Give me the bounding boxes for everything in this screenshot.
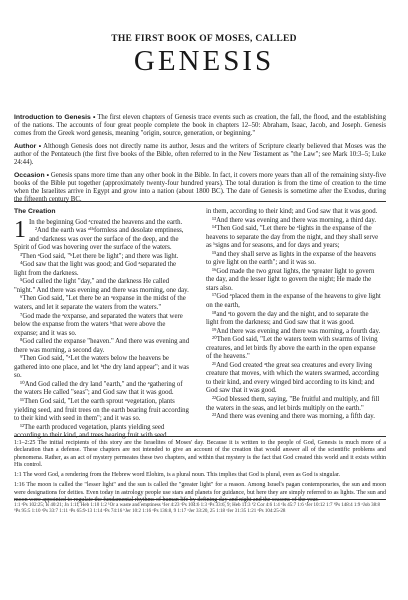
- author-label: Author •: [14, 142, 42, 150]
- verse-1: 1 In the beginning God ᵃcreated the heavens and the earth.: [14, 216, 183, 243]
- verse-17: ¹⁷God ᵃplaced them in the expanse of the heavens to give light on the earth,: [206, 293, 381, 310]
- verse-7: ⁷God made the ᵃexpanse, and separated the waters that were below the expanse from the waters ᵇthat were above the expanse; and it was so.: [14, 312, 183, 337]
- book-header: [0, 34, 408, 78]
- occasion-text: Genesis spans more time than any other book in the Bible. In fact, it covers more years than all of the remaining sixty-five books of the Bible put together (approximately twenty-four hundred years). The total duration is from the time of creation to the time when the Israelites arrive in Egypt and grow into a nation (about 1800 BC). The date of Genesis is sometime after the Exodus, during the fifteenth century BC.: [14, 171, 387, 204]
- study-notes: [14, 440, 386, 507]
- verse-23: ²³And there was evening and there was morning, a fifth day.: [212, 413, 375, 421]
- book-introduction: [14, 114, 386, 209]
- section-heading: The Creation: [14, 208, 56, 215]
- left-text-column: [14, 208, 190, 441]
- verse-22: ²²God blessed them, saying, "Be fruitful and multiply, and fill the waters in the seas, and let birds multiply on the earth.": [206, 396, 380, 412]
- verse-4: ⁴God saw that the light was good; and God ᵃseparated the light from the darkness.: [14, 261, 176, 277]
- verse-9: ⁹Then God said, "ᵃLet the waters below the heavens be gathered into one place, and let ᵇthe dry land appear"; and it was so.: [14, 355, 189, 380]
- intro-label: Introduction to Genesis •: [14, 114, 96, 121]
- study-note: 1:1 The word God, a rendering from the Hebrew word Elohim, is a plural noun. This implies that God is plural, even as God is singular.: [14, 472, 341, 479]
- study-note: 1:16 The moon is called the "lesser light" and the sun is called the "greater light" for a reason. Among Israel's pagan contemporaries, the sun and moon were designations for deities. Even today in astrology people use stars and planets for guidance, but here they are simply referred to as lights. The sun and moon were appointed to regulate the fundamental rhythms of human life by defining day and night and the seasons of the year.: [14, 482, 386, 504]
- verse-16: ¹⁶God made the two great lights, the ᵃgreater light to govern the day, and the lesser light to govern the night; He made the stars also.: [206, 267, 375, 292]
- occasion-label: Occasion •: [14, 171, 49, 179]
- notes-divider: [14, 436, 386, 437]
- verse-12: ¹²The earth produced vegetation, plants yielding seed according to their kind, and trees bearing fruit with seed: [14, 423, 167, 440]
- cross-references: 1:1 ᵃPs 102:25; Is 40:21; Jn 1:1f; Heb 1:10 1:2 ¹Or a waste and emptiness ᵇJer 4:23 ᶜPs 104:6 1:3 ᵃPs 33:6, 9; Heb 11:3 ᵇ2 Cor 4:6 1:4 ᵃIs 45:7 1:6 ᵃJer 10:12 1:7 ᵇPs 148:4 1:9 ᵃJob 38:8 ᵇPs 95:5 1:10 ᵃPs 33:7 1:11 ᵃPs 65:9-13 1:14 ᵃPs 74:16 ᵇJer 10:2 1:16 ᵃPs 136:8, 9 1:17 ᵃJer 33:20, 25 1:18 ᵃJer 31:35 1:21 ᵃPs 104:25-28: [14, 503, 381, 515]
- verse-19: ¹⁹And there was evening and there was morning, a fourth day.: [212, 327, 381, 335]
- author-paragraph: [14, 143, 386, 168]
- verse-10: ¹⁰And God called the dry land "earth," and the ᵃgathering of the waters He called "seas"; and God saw that it was good.: [14, 380, 183, 397]
- verse-21: ²¹And God created ᵃthe great sea creatures and every living creature that moves, with which the waters swarmed, according to their kind, and every winged bird according to its kind; and God saw that it was good.: [206, 361, 379, 395]
- intro-divider: [14, 201, 386, 202]
- verse-14: ¹⁴Then God said, "Let there be ᵃlights in the expanse of the heavens to separate the day from the night, and they shall serve as ᵇsigns and for seasons, and for days and years;: [206, 225, 379, 250]
- verse-11: ¹¹Then God said, "Let the earth sprout ᵃvegetation, plants yielding seed, and fruit trees on the earth bearing fruit according to their kind with seed in them"; and it was so.: [14, 398, 189, 423]
- verse-5: ⁵God called the light "day," and the darkness He called "night." And there was evening and there was morning, one day.: [14, 278, 189, 294]
- book-title: GENESIS: [133, 45, 275, 77]
- verse-6: ⁶Then God said, "Let there be an ᵃexpanse in the midst of the waters, and let it separate the waters from the waters.": [14, 295, 186, 312]
- author-text: Although Genesis does not directly name its author, Jesus and the writers of Scripture clearly believed that Moses was the author of the Pentateuch (the first five books of the Bible, often referred to in the New Testament as "the Law"; see Mark 10:3–5; Luke 24:44).: [14, 142, 387, 167]
- verse-12-continued: in them, according to their kind; and God saw that it was good.: [206, 208, 378, 215]
- xref-divider: [14, 499, 386, 500]
- verse-20: ²⁰Then God said, "Let the waters teem with swarms of living creatures, and let birds fly above the earth in the open expanse of the heavens.": [206, 336, 378, 361]
- verse-3: ³Then ᵃGod said, "ᵇLet there be light"; and there was light.: [20, 252, 179, 260]
- study-note: 1:1–2:25 The initial recipients of this story are the Israelites of Moses' day. Because it is written to the people of God, Genesis is much more of a declaration than a defense. These chapters are not intended to give an account of the creation that would answer all of the scientific problems and phenomena. Rather, as an act of mystery permeates these two chapters, and within that mystery is the fact that God created this world and it exists within His control.: [14, 440, 386, 468]
- verse-2: ²And the earth was ᵃ¹ᵇformless and desolate emptiness, and ᶜdarkness was over the surface of the deep, and the Spirit of God was hovering over the surface of the waters.: [14, 227, 184, 252]
- verse-15: ¹⁵and they shall serve as lights in the expanse of the heavens to give light on the earth"; and it was so.: [206, 250, 376, 267]
- right-text-column: [206, 208, 382, 422]
- book-subtitle: THE FIRST BOOK OF MOSES, CALLED: [111, 34, 297, 44]
- occasion-paragraph: [14, 172, 386, 205]
- verse-8: ⁸God called the expanse "heaven." And there was evening and there was morning, a second day.: [14, 338, 190, 354]
- verse-18: ¹⁸and ᵃto govern the day and the night, and to separate the light from the darkness; and God saw that it was good.: [206, 310, 369, 327]
- chapter-number: 1: [14, 216, 26, 243]
- intro-text: The first eleven chapters of Genesis trace events such as creation, the fall, the flood, and the establishing of the nations. The accounts of four great people complete the book in chapters 12–50: Abraham, Isaac, Jacob, and Joseph. Genesis comes from the Greek word genesis, meaning "origin, source, generation, or beginning.": [14, 114, 386, 138]
- verse-13: ¹³And there was evening and there was morning, a third day.: [212, 216, 377, 224]
- intro-paragraph: [14, 114, 386, 139]
